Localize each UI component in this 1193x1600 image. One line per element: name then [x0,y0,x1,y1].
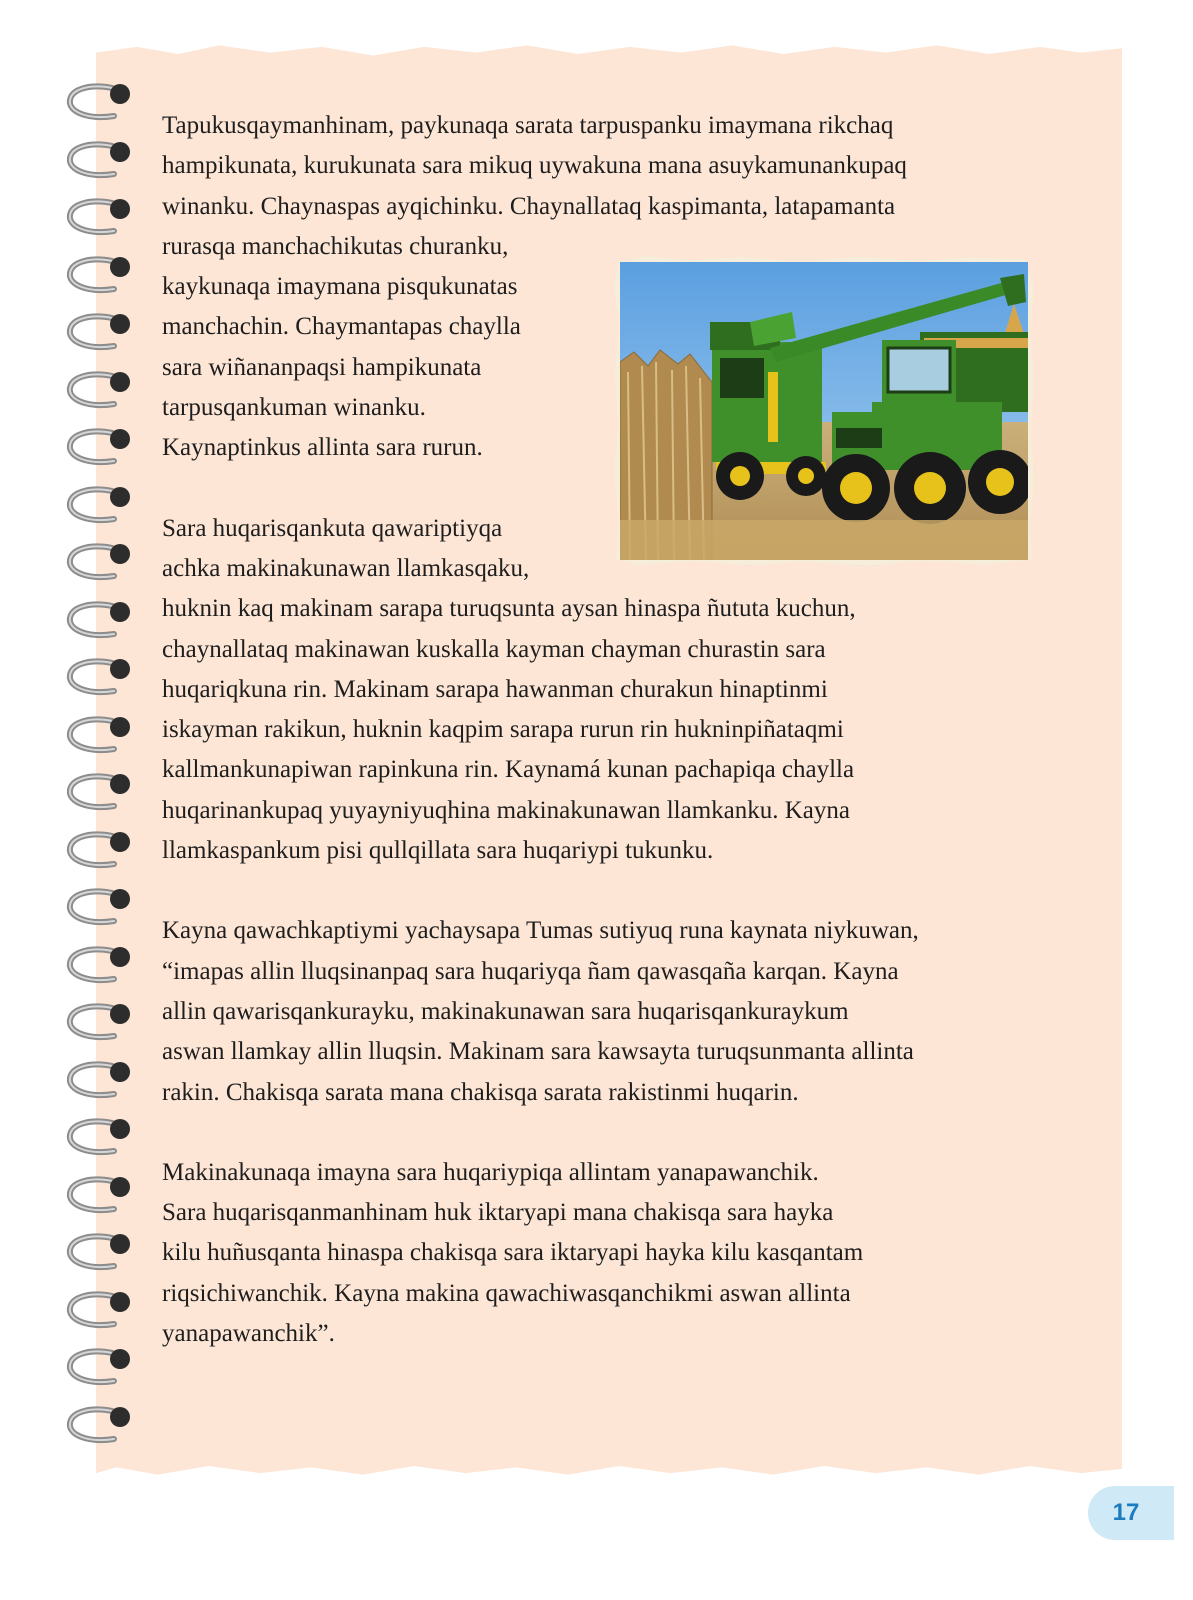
spiral-ring-icon [62,483,142,539]
text-line: riqsichiwanchik. Kayna makina qawachiwasqanchikmi aswan allinta [162,1279,851,1307]
text-line: hampikunata, kurukunata sara mikuq uywakuna mana asuykamunankupaq [162,152,907,180]
spiral-ring-icon [62,1058,142,1114]
paragraph [162,911,1062,1112]
text-line: manchachin. Chaymantapas chaylla [162,313,521,341]
spiral-ring-icon [62,310,142,366]
text-line: allin qawarisqankurayku, makinakunawan sara huqarisqankuraykum [162,997,849,1025]
text-line: rurasqa manchachikutas churanku, [162,232,509,260]
spiral-binding [62,80,142,1460]
spiral-ring-icon [62,1345,142,1401]
text-line: huknin kaq makinam sarapa turuqsunta aysan hinaspa ñututa kuchun, [162,595,856,623]
spiral-ring-icon [62,655,142,711]
page-number: 17 [1088,1486,1174,1540]
text-line: huqariqkuna rin. Makinam sarapa hawanman churakun hinaptinmi [162,675,828,703]
spiral-ring-icon [62,1403,142,1459]
spiral-ring-icon [62,598,142,654]
spiral-ring-icon [62,770,142,826]
text-line: Sara huqarisqankuta qawariptiyqa [162,514,503,542]
text-line: kaykunaqa imaymana pisqukunatas [162,273,518,301]
text-line: winanku. Chaynaspas ayqichinku. Chaynallataq kaspimanta, latapamanta [162,192,896,220]
spiral-ring-icon [62,885,142,941]
spiral-ring-icon [62,368,142,424]
text-line: kilu huñusqanta hinaspa chakisqa sara iktaryapi hayka kilu kasqantam [162,1239,864,1267]
spiral-ring-icon [62,1173,142,1229]
text-line: Sara huqarisqanmanhinam huk iktaryapi mana chakisqa sara hayka [162,1199,834,1227]
spiral-ring-icon [62,713,142,769]
text-line: “imapas allin lluqsinanpaq sara huqariyqa ñam qawasqaña karqan. Kayna [162,957,899,985]
spiral-ring-icon [62,138,142,194]
spiral-ring-icon [62,195,142,251]
text-line: Kaynaptinkus allinta sara rurun. [162,434,483,462]
text-line: sara wiñananpaqsi hampikunata [162,353,482,381]
spiral-ring-icon [62,1000,142,1056]
spiral-ring-icon [62,1230,142,1286]
text-line: Makinakunaqa imayna sara huqariypiqa allintam yanapawanchik. [162,1158,819,1186]
spiral-ring-icon [62,943,142,999]
text-line: aswan llamkay allin lluqsin. Makinam sara kawsayta turuqsunmanta allinta [162,1038,914,1066]
text-line: chaynallataq makinawan kuskalla kayman chayman churastin sara [162,635,826,663]
text-line: Tapukusqaymanhinam, paykunaqa sarata tarpuspanku imaymana rikchaq [162,112,894,139]
paragraph [162,1153,1062,1354]
text-line: Kayna qawachkaptiymi yachaysapa Tumas sutiyuq runa kaynata niykuwan, [162,917,919,945]
spiral-ring-icon [62,540,142,596]
text-line: yanapawanchik”. [162,1320,335,1348]
spiral-ring-icon [62,253,142,309]
text-line: llamkaspankum pisi qullqillata sara huqariypi tukunku. [162,837,714,865]
text-line: tarpusqankuman winanku. [162,394,426,422]
spiral-ring-icon [62,828,142,884]
spiral-ring-icon [62,425,142,481]
text-line: rakin. Chakisqa sarata mana chakisqa sarata rakistinmi huqarin. [162,1078,799,1106]
combine-harvester-photo [620,262,1028,560]
text-line: achka makinakunawan llamkasqaku, [162,554,530,582]
text-line: iskayman rakikun, huknin kaqpim sarapa rurun rin hukninpiñataqmi [162,716,844,744]
text-line: kallmankunapiwan rapinkuna rin. Kaynamá kunan pachapiqa chaylla [162,756,855,784]
spiral-ring-icon [62,1115,142,1171]
text-line: huqarinankupaq yuyayniyuqhina makinakunawan llamkanku. Kayna [162,796,851,824]
harvest-photo [614,256,1034,566]
spiral-ring-icon [62,80,142,136]
spiral-ring-icon [62,1288,142,1344]
